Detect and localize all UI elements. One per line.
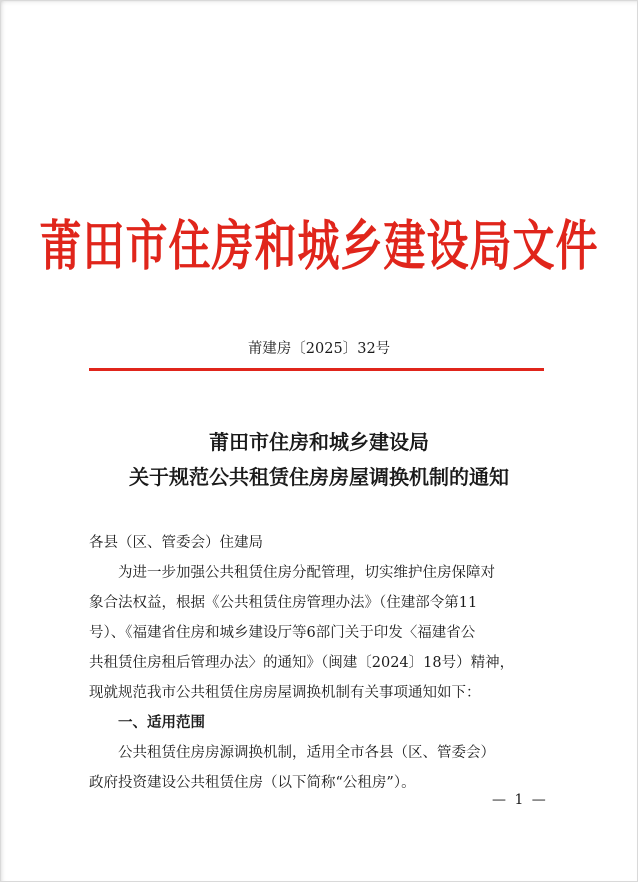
paragraph-line: 政府投资建设公共租赁住房（以下简称“公租房”）。 [89, 775, 416, 791]
notice-title-line-1: 莆田市住房和城乡建设局 [209, 430, 429, 454]
paragraph-line: 共租赁住房租后管理办法〉的通知》（闽建〔2024〕18号）精神， [89, 655, 515, 671]
paragraph-line: 象合法权益，根据《公共租赁住房管理办法》（住建部令第11 [89, 595, 478, 611]
letterhead-title: 莆田市住房和城乡建设局文件 [39, 214, 599, 278]
addressee: 各县（区、管委会）住建局 [89, 535, 263, 551]
notice-title-line-2: 关于规范公共租赁住房房屋调换机制的通知 [129, 465, 509, 489]
paragraph-line: 现就规范我市公共租赁住房房屋调换机制有关事项通知如下： [89, 685, 481, 701]
paragraph-line: 为进一步加强公共租赁住房分配管理，切实维护住房保障对 [118, 565, 495, 581]
document-number: 莆建房〔2025〕32号 [247, 341, 391, 357]
paragraph-line: 公共租赁住房房源调换机制，适用全市各县（区、管委会） [118, 745, 495, 761]
paragraph-line: 号）、《福建省住房和城乡建设厅等6部门关于印发〈福建省公 [89, 625, 476, 641]
page-number: — 1 — [492, 792, 548, 808]
red-separator-line [89, 368, 544, 371]
section-heading: 一、适用范围 [118, 715, 205, 731]
